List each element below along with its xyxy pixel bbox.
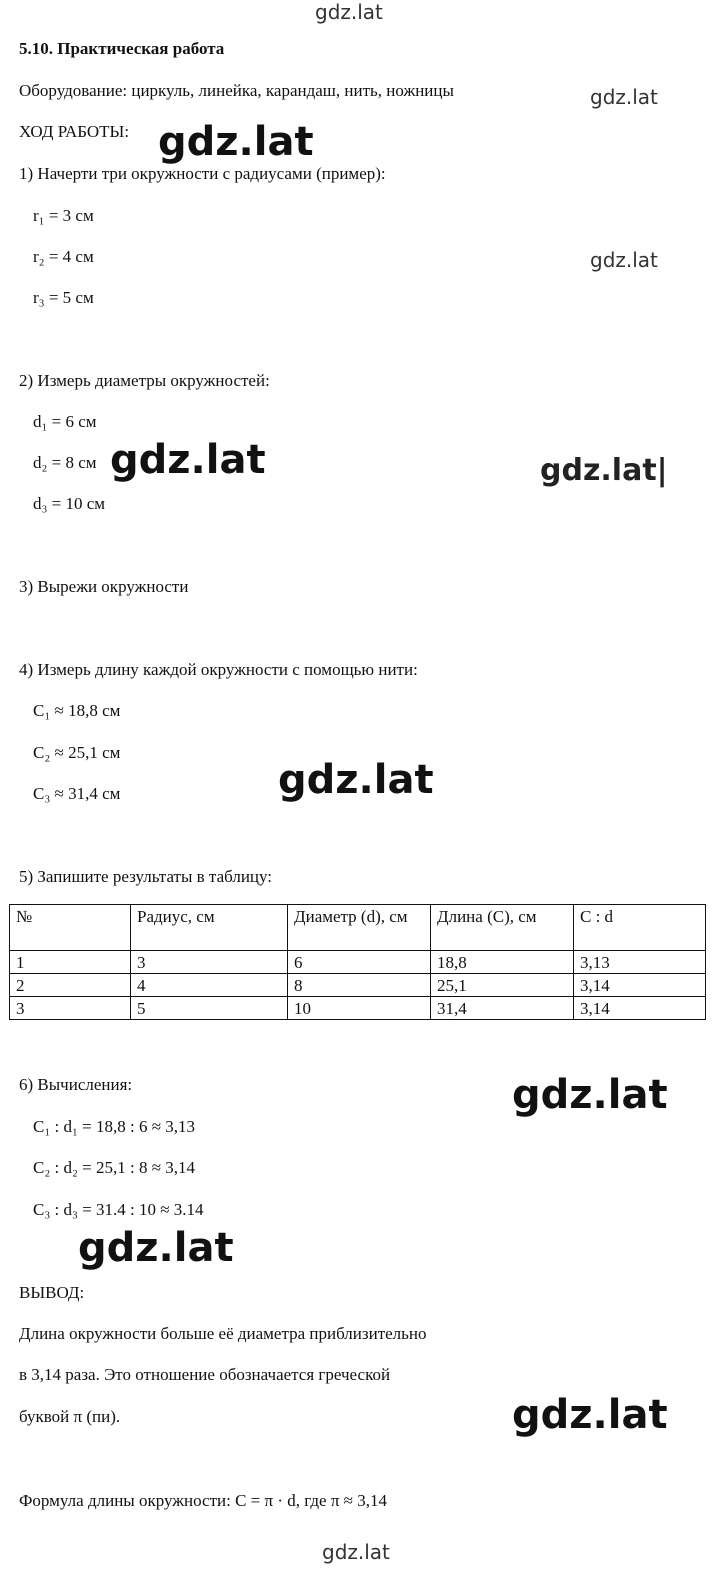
conclusion-line-1: Длина окружности больше её диаметра приблизительно (19, 1324, 427, 1343)
watermark-big-3: gdz.lat (278, 757, 434, 803)
table-row (10, 997, 706, 1020)
radius-item-2: r₂ = 4 см (33, 247, 94, 266)
table-cell: 2 (10, 974, 131, 997)
page-title: 5.10. Практическая работа (19, 39, 225, 58)
table-cell: 1 (10, 951, 131, 974)
table-cell: 4 (131, 974, 288, 997)
watermark-right-1: gdz.lat (590, 85, 658, 109)
diameter-item-1: d₁ = 6 см (33, 412, 97, 431)
step1-text: 1) Начерти три окружности с радиусами (пример): (19, 164, 386, 183)
header-length: Длина (C), см (431, 905, 574, 951)
header-radius: Радиус, см (131, 905, 288, 951)
watermark-big-2: gdz.lat (110, 437, 266, 483)
header-diameter: Диаметр (d), см (288, 905, 431, 951)
equipment-text: Оборудование: циркуль, линейка, карандаш, нить, ножницы (19, 81, 454, 100)
conclusion-line-2: в 3,14 раза. Это отношение обозначается греческой (19, 1365, 391, 1384)
table-cell: 5 (131, 997, 288, 1020)
table-cell: 3,13 (574, 951, 706, 974)
watermark-big-4: gdz.lat (512, 1072, 668, 1118)
table-cell: 8 (288, 974, 431, 997)
header-ratio: C : d (574, 905, 706, 951)
table-cell: 10 (288, 997, 431, 1020)
table-row (10, 974, 706, 997)
calc-item-2: C₂ : d₂ = 25,1 : 8 ≈ 3,14 (33, 1158, 196, 1177)
watermark-top: gdz.lat (315, 0, 383, 24)
results-table (9, 904, 706, 1020)
step4-text: 4) Измерь длину каждой окружности с помощью нити: (19, 660, 418, 679)
step5-text: 5) Запишите результаты в таблицу: (19, 867, 273, 886)
table-cell: 6 (288, 951, 431, 974)
radius-item-1: r₁ = 3 см (33, 206, 94, 225)
conclusion-line-3: буквой π (пи). (19, 1407, 121, 1426)
table-cell: 18,8 (431, 951, 574, 974)
length-item-1: C₁ ≈ 18,8 см (33, 701, 121, 720)
formula-text: Формула длины окружности: C = π · d, где π ≈ 3,14 (19, 1491, 387, 1510)
diameter-item-3: d₃ = 10 см (33, 494, 106, 513)
procedure-heading: ХОД РАБОТЫ: (19, 122, 130, 141)
radius-item-3: r₃ = 5 см (33, 288, 94, 307)
length-item-3: C₃ ≈ 31,4 см (33, 784, 121, 803)
watermark-big-1: gdz.lat (158, 119, 314, 165)
table-cell: 3 (10, 997, 131, 1020)
watermark-bottom: gdz.lat (322, 1540, 390, 1564)
diameter-item-2: d₂ = 8 см (33, 453, 97, 472)
watermark-right-2: gdz.lat (590, 248, 658, 272)
table-header-row (10, 905, 706, 951)
watermark-big-6: gdz.lat (512, 1392, 668, 1438)
table-cell: 25,1 (431, 974, 574, 997)
conclusion-heading: ВЫВОД: (19, 1283, 85, 1302)
step3-text: 3) Вырежи окружности (19, 577, 189, 596)
step2-text: 2) Измерь диаметры окружностей: (19, 371, 270, 390)
table-cell: 3,14 (574, 974, 706, 997)
table-row (10, 951, 706, 974)
watermark-partial: gdz.lat| (540, 453, 668, 488)
calc-item-3: C₃ : d₃ = 31.4 : 10 ≈ 3.14 (33, 1200, 204, 1219)
length-item-2: C₂ ≈ 25,1 см (33, 743, 121, 762)
table-cell: 31,4 (431, 997, 574, 1020)
watermark-big-5: gdz.lat (78, 1225, 234, 1271)
table-cell: 3 (131, 951, 288, 974)
table-cell: 3,14 (574, 997, 706, 1020)
calc-item-1: C₁ : d₁ = 18,8 : 6 ≈ 3,13 (33, 1117, 196, 1136)
header-number: № (10, 905, 131, 951)
step6-text: 6) Вычисления: (19, 1075, 133, 1094)
